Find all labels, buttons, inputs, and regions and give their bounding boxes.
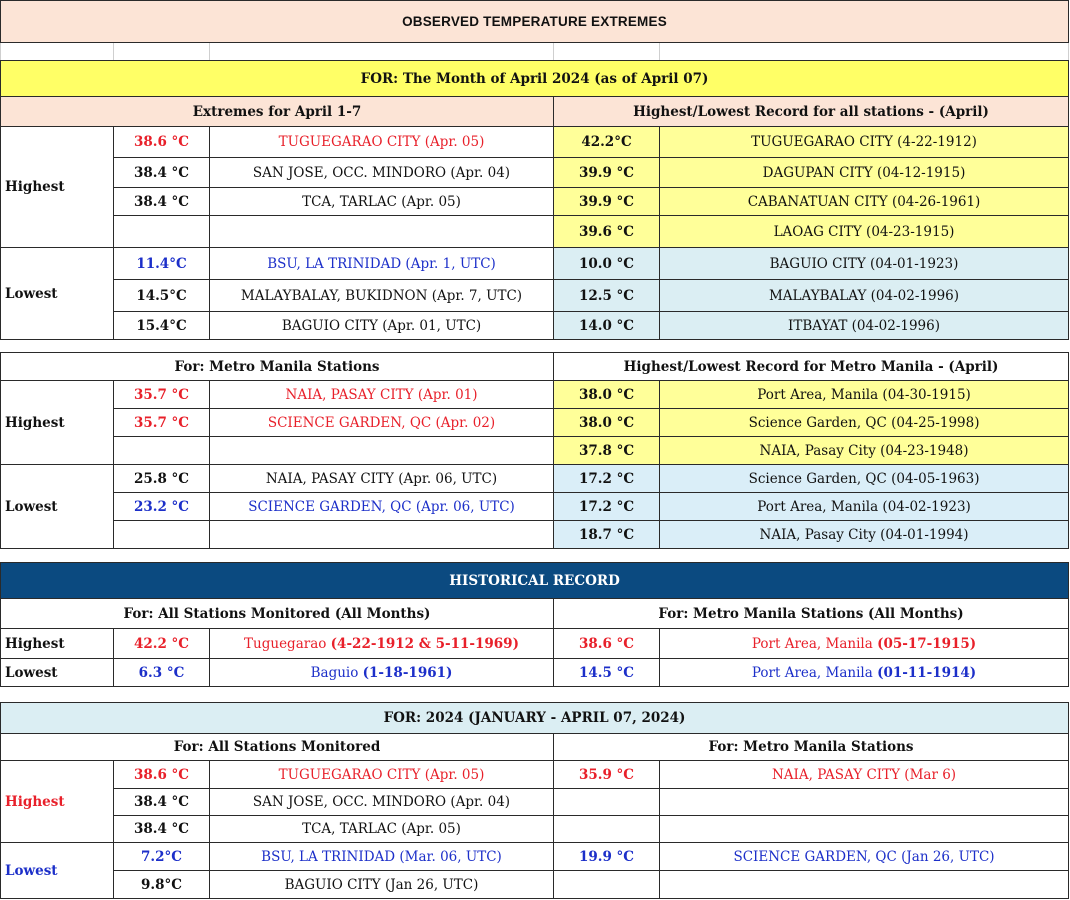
historical-title: HISTORICAL RECORD <box>1 563 1069 599</box>
april-records-header: Highest/Lowest Record for all stations - (April) <box>554 97 1069 127</box>
april-record-low-place: BAGUIO CITY (04-01-1923) <box>660 248 1069 280</box>
historical-low-temp: 6.3 °C <box>114 659 210 687</box>
year-high-temp: 38.4 °C <box>114 789 210 816</box>
april-record-high-temp: 39.6 °C <box>554 216 660 248</box>
april-low-place: MALAYBALAY, BUKIDNON (Apr. 7, UTC) <box>210 280 554 312</box>
april-high-temp: 38.4 °C <box>114 188 210 216</box>
historical-metro-header: For: Metro Manila Stations (All Months) <box>554 599 1069 629</box>
april-record-high-temp: 39.9 °C <box>554 188 660 216</box>
april-record-high-place: LAOAG CITY (04-23-1915) <box>660 216 1069 248</box>
april-high-place <box>210 216 554 248</box>
metro-manila-table <box>0 352 1069 549</box>
april-low-place: BSU, LA TRINIDAD (Apr. 1, UTC) <box>210 248 554 280</box>
year-high-temp: 38.6 °C <box>114 761 210 789</box>
metro-high-place <box>210 437 554 465</box>
year-mm-high-place <box>660 816 1069 843</box>
year-2024-title: FOR: 2024 (JANUARY - APRIL 07, 2024) <box>1 703 1069 734</box>
year-all-stations-header: For: All Stations Monitored <box>1 734 554 761</box>
april-high-temp: 38.4 °C <box>114 158 210 188</box>
historical-record-table <box>0 562 1069 687</box>
april-extremes-header: Extremes for April 1-7 <box>1 97 554 127</box>
april-record-high-temp: 42.2°C <box>554 127 660 158</box>
april-record-high-place: TUGUEGARAO CITY (4-22-1912) <box>660 127 1069 158</box>
year-high-place: TCA, TARLAC (Apr. 05) <box>210 816 554 843</box>
metro-record-low-place: NAIA, Pasay City (04-01-1994) <box>660 521 1069 549</box>
historical-mm-low-station: Port Area, Manila <box>751 664 878 681</box>
metro-record-low-place: Port Area, Manila (04-02-1923) <box>660 493 1069 521</box>
historical-all-stations-header: For: All Stations Monitored (All Months) <box>1 599 554 629</box>
year-mm-high-place: NAIA, PASAY CITY (Mar 6) <box>660 761 1069 789</box>
year-2024-table <box>0 702 1069 899</box>
historical-high-date: (4-22-1912 & 5-11-1969) <box>330 635 519 652</box>
historical-mm-high-place <box>660 629 1069 659</box>
april-record-high-place: CABANATUAN CITY (04-26-1961) <box>660 188 1069 216</box>
metro-record-low-temp: 17.2 °C <box>554 493 660 521</box>
year-mm-high-place <box>660 789 1069 816</box>
historical-mm-low-place <box>660 659 1069 687</box>
historical-mm-high-date: (05-17-1915) <box>877 635 977 652</box>
metro-low-temp <box>114 521 210 549</box>
year-mm-low-temp <box>554 871 660 899</box>
metro-record-high-temp: 38.0 °C <box>554 409 660 437</box>
year-high-temp: 38.4 °C <box>114 816 210 843</box>
year-mm-high-temp: 35.9 °C <box>554 761 660 789</box>
year-high-place: TUGUEGARAO CITY (Apr. 05) <box>210 761 554 789</box>
year-metro-header: For: Metro Manila Stations <box>554 734 1069 761</box>
historical-mm-low-date: (01-11-1914) <box>877 664 977 681</box>
metro-high-temp: 35.7 °C <box>114 409 210 437</box>
historical-mm-low-temp: 14.5 °C <box>554 659 660 687</box>
april-high-place: SAN JOSE, OCC. MINDORO (Apr. 04) <box>210 158 554 188</box>
historical-low-date: (1-18-1961) <box>362 664 453 681</box>
year-high-place: SAN JOSE, OCC. MINDORO (Apr. 04) <box>210 789 554 816</box>
april-high-temp <box>114 216 210 248</box>
metro-low-temp: 23.2 °C <box>114 493 210 521</box>
april-low-temp: 14.5°C <box>114 280 210 312</box>
metro-high-place: NAIA, PASAY CITY (Apr. 01) <box>210 381 554 409</box>
metro-highest-label: Highest <box>1 381 114 465</box>
metro-record-high-place: Science Garden, QC (04-25-1998) <box>660 409 1069 437</box>
year-highest-label: Highest <box>1 761 114 843</box>
historical-mm-high-station: Port Area, Manila <box>751 635 878 652</box>
metro-low-place <box>210 521 554 549</box>
year-mm-low-place: SCIENCE GARDEN, QC (Jan 26, UTC) <box>660 843 1069 871</box>
metro-high-temp <box>114 437 210 465</box>
metro-low-place: NAIA, PASAY CITY (Apr. 06, UTC) <box>210 465 554 493</box>
year-low-temp: 9.8°C <box>114 871 210 899</box>
metro-record-high-place: NAIA, Pasay City (04-23-1948) <box>660 437 1069 465</box>
year-lowest-label: Lowest <box>1 843 114 899</box>
april-record-low-temp: 14.0 °C <box>554 312 660 340</box>
metro-record-high-temp: 38.0 °C <box>554 381 660 409</box>
metro-right-header: Highest/Lowest Record for Metro Manila - (April) <box>554 353 1069 381</box>
year-mm-high-temp <box>554 789 660 816</box>
april-lowest-label: Lowest <box>1 248 114 340</box>
year-mm-high-temp <box>554 816 660 843</box>
historical-highest-label: Highest <box>1 629 114 659</box>
page-title: OBSERVED TEMPERATURE EXTREMES <box>1 1 1069 43</box>
april-highest-label: Highest <box>1 127 114 248</box>
april-high-place: TUGUEGARAO CITY (Apr. 05) <box>210 127 554 158</box>
april-high-temp: 38.6 °C <box>114 127 210 158</box>
april-low-place: BAGUIO CITY (Apr. 01, UTC) <box>210 312 554 340</box>
metro-record-high-temp: 37.8 °C <box>554 437 660 465</box>
period-banner: FOR: The Month of April 2024 (as of April 07) <box>1 61 1069 97</box>
metro-record-high-place: Port Area, Manila (04-30-1915) <box>660 381 1069 409</box>
historical-high-place <box>210 629 554 659</box>
year-low-place: BAGUIO CITY (Jan 26, UTC) <box>210 871 554 899</box>
metro-record-low-place: Science Garden, QC (04-05-1963) <box>660 465 1069 493</box>
metro-high-temp: 35.7 °C <box>114 381 210 409</box>
april-table <box>0 0 1069 340</box>
historical-low-station: Baguio <box>310 664 363 681</box>
historical-mm-high-temp: 38.6 °C <box>554 629 660 659</box>
metro-record-low-temp: 18.7 °C <box>554 521 660 549</box>
year-low-place: BSU, LA TRINIDAD (Mar. 06, UTC) <box>210 843 554 871</box>
metro-high-place: SCIENCE GARDEN, QC (Apr. 02) <box>210 409 554 437</box>
metro-low-place: SCIENCE GARDEN, QC (Apr. 06, UTC) <box>210 493 554 521</box>
year-mm-low-temp: 19.9 °C <box>554 843 660 871</box>
april-low-temp: 15.4°C <box>114 312 210 340</box>
historical-high-station: Tuguegarao <box>244 635 331 652</box>
historical-high-temp: 42.2 °C <box>114 629 210 659</box>
april-record-high-place: DAGUPAN CITY (04-12-1915) <box>660 158 1069 188</box>
april-record-high-temp: 39.9 °C <box>554 158 660 188</box>
april-record-low-temp: 10.0 °C <box>554 248 660 280</box>
april-high-place: TCA, TARLAC (Apr. 05) <box>210 188 554 216</box>
april-record-low-place: ITBAYAT (04-02-1996) <box>660 312 1069 340</box>
year-mm-low-place <box>660 871 1069 899</box>
historical-low-place <box>210 659 554 687</box>
april-low-temp: 11.4°C <box>114 248 210 280</box>
year-low-temp: 7.2°C <box>114 843 210 871</box>
april-record-low-temp: 12.5 °C <box>554 280 660 312</box>
april-record-low-place: MALAYBALAY (04-02-1996) <box>660 280 1069 312</box>
metro-lowest-label: Lowest <box>1 465 114 549</box>
historical-lowest-label: Lowest <box>1 659 114 687</box>
metro-left-header: For: Metro Manila Stations <box>1 353 554 381</box>
metro-low-temp: 25.8 °C <box>114 465 210 493</box>
metro-record-low-temp: 17.2 °C <box>554 465 660 493</box>
